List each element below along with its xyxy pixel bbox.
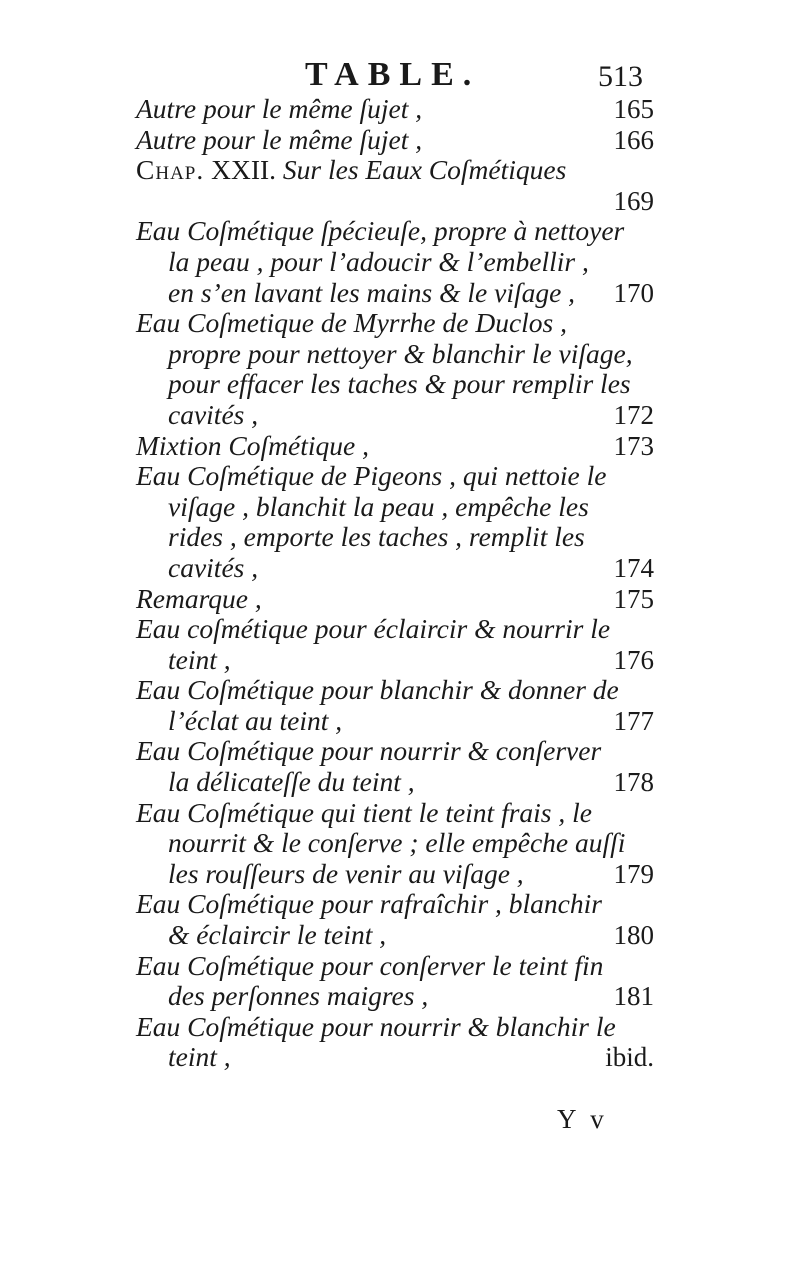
- entry-page-number: 165: [613, 94, 654, 124]
- entry-page-number: 175: [613, 583, 654, 614]
- entry-text: Eau Coſmétique pour nourrir & conſerver: [136, 735, 602, 767]
- toc-entry: [136, 584, 656, 615]
- toc-entry: [136, 431, 656, 462]
- toc-entry-line: [136, 186, 656, 217]
- toc-entry: [136, 308, 656, 430]
- toc-entry-line: [136, 522, 656, 553]
- entry-text: Eau Coſmétique pour rafraîchir , blanchir: [136, 888, 602, 920]
- entry-text: la peau , pour l’adoucir & l’embellir ,: [168, 245, 589, 277]
- toc-entry-line: [136, 920, 656, 951]
- chapter-number: XXII.: [211, 154, 277, 186]
- toc-entry-line: [136, 247, 656, 278]
- entry-page-number: 180: [613, 920, 654, 951]
- toc-entry-line: [136, 155, 656, 186]
- entry-text: rides , emporte les taches , remplit les: [168, 521, 585, 553]
- toc-entry-line: [136, 889, 656, 920]
- toc-entry-line: [136, 553, 656, 584]
- toc-entry-line: [136, 216, 656, 247]
- toc-entry-line: [136, 308, 656, 339]
- toc-entry-line: [136, 798, 656, 829]
- toc-entry-line: [136, 431, 656, 462]
- entry-page-number: 179: [613, 858, 654, 889]
- toc-entry-line: [136, 767, 656, 798]
- page-header: [0, 56, 800, 96]
- entry-page-number: ibid.: [605, 1042, 654, 1073]
- toc-entry-line: [136, 584, 656, 615]
- toc-entry-line: [136, 614, 656, 645]
- toc-entry-line: [136, 645, 656, 676]
- toc-entry-line: [136, 339, 656, 370]
- toc-entry-line: [136, 828, 656, 859]
- toc-entry-line: [136, 1012, 656, 1043]
- entry-page-number: 166: [613, 124, 654, 155]
- chapter-label: Chap.: [136, 154, 205, 186]
- entry-text: Autre pour le même ſujet ,: [136, 123, 423, 155]
- entry-page-number: 174: [613, 552, 654, 583]
- toc-entry: [136, 216, 656, 308]
- entry-text: Eau Coſmétique pour nourrir & blanchir le: [136, 1010, 616, 1042]
- entry-text: teint ,: [168, 643, 231, 675]
- entry-text: Eau Coſmétique pour conſerver le teint fin: [136, 949, 604, 981]
- entry-text: teint ,: [168, 1041, 231, 1073]
- entry-text: propre pour nettoyer & blanchir le viſage,: [168, 337, 633, 369]
- entry-page-number: 172: [613, 399, 654, 430]
- entry-text: Remarque ,: [136, 582, 262, 614]
- entry-page-number: 178: [613, 767, 654, 798]
- toc-entry-line: [136, 951, 656, 982]
- toc-entry-line: [136, 492, 656, 523]
- entry-text: cavités ,: [168, 398, 259, 430]
- toc-entry-line: [136, 94, 656, 125]
- toc-entry: [136, 889, 656, 950]
- entry-text: les rouſſeurs de venir au viſage ,: [168, 857, 524, 889]
- toc-entry: [136, 736, 656, 797]
- entry-text: la délicateſſe du teint ,: [168, 766, 415, 798]
- toc-entry: [136, 94, 656, 125]
- page-title: TABLE.: [305, 56, 481, 93]
- toc-entry-line: [136, 369, 656, 400]
- toc-entry-line: [136, 1042, 656, 1073]
- entry-text: & éclaircir le teint ,: [168, 919, 387, 951]
- entry-text: Eau Coſmétique ſpécieuſe, propre à nettoyer: [136, 215, 625, 247]
- toc-entry-line: [136, 981, 656, 1012]
- page-number: 513: [598, 60, 643, 93]
- toc-entry-line: [136, 461, 656, 492]
- entry-text: nourrit & le conſerve ; elle empêche auſſi: [168, 827, 626, 859]
- entry-text: Eau Coſmétique de Pigeons , qui nettoie le: [136, 460, 607, 492]
- toc-entry: [136, 614, 656, 675]
- entry-page-number: 170: [613, 277, 654, 308]
- entry-text: en s’en lavant les mains & le viſage ,: [168, 276, 576, 308]
- entry-text: Eau Coſmétique qui tient le teint frais , le: [136, 796, 592, 828]
- toc-entry: [136, 461, 656, 583]
- chapter-title: Sur les Eaux Coſmétiques: [282, 154, 567, 186]
- toc-entry: [136, 951, 656, 1012]
- toc-entry-line: [136, 859, 656, 890]
- toc-entry-line: [136, 400, 656, 431]
- entry-page-number: 181: [613, 981, 654, 1012]
- entry-page-number: 169: [613, 185, 654, 216]
- toc-entry: [136, 155, 656, 216]
- entry-text: Eau coſmétique pour éclaircir & nourrir le: [136, 613, 611, 645]
- toc-entry-line: [136, 736, 656, 767]
- entry-text: des perſonnes maigres ,: [168, 980, 429, 1012]
- signature-mark: Y v: [557, 1104, 608, 1134]
- chapter-heading: [136, 154, 566, 185]
- toc-entry: [136, 125, 656, 156]
- entry-text: pour effacer les taches & pour remplir les: [168, 368, 631, 400]
- entry-page-number: 177: [613, 705, 654, 736]
- entry-text: Autre pour le même ſujet ,: [136, 93, 423, 124]
- toc-entry-line: [136, 278, 656, 309]
- entry-page-number: 173: [613, 430, 654, 461]
- entry-text: cavités ,: [168, 551, 259, 583]
- entry-text: viſage , blanchit la peau , empêche les: [168, 490, 589, 522]
- toc-entry: [136, 1012, 656, 1073]
- toc-entry-line: [136, 125, 656, 156]
- table-of-contents: [136, 94, 656, 1073]
- toc-entry: [136, 798, 656, 890]
- toc-entry-line: [136, 706, 656, 737]
- entry-page-number: 176: [613, 644, 654, 675]
- entry-text: l’éclat au teint ,: [168, 704, 343, 736]
- toc-entry: [136, 675, 656, 736]
- entry-text: Eau Coſmétique pour blanchir & donner de: [136, 674, 619, 706]
- entry-text: Mixtion Coſmétique ,: [136, 429, 369, 461]
- toc-entry-line: [136, 675, 656, 706]
- entry-text: Eau Coſmetique de Myrrhe de Duclos ,: [136, 307, 568, 339]
